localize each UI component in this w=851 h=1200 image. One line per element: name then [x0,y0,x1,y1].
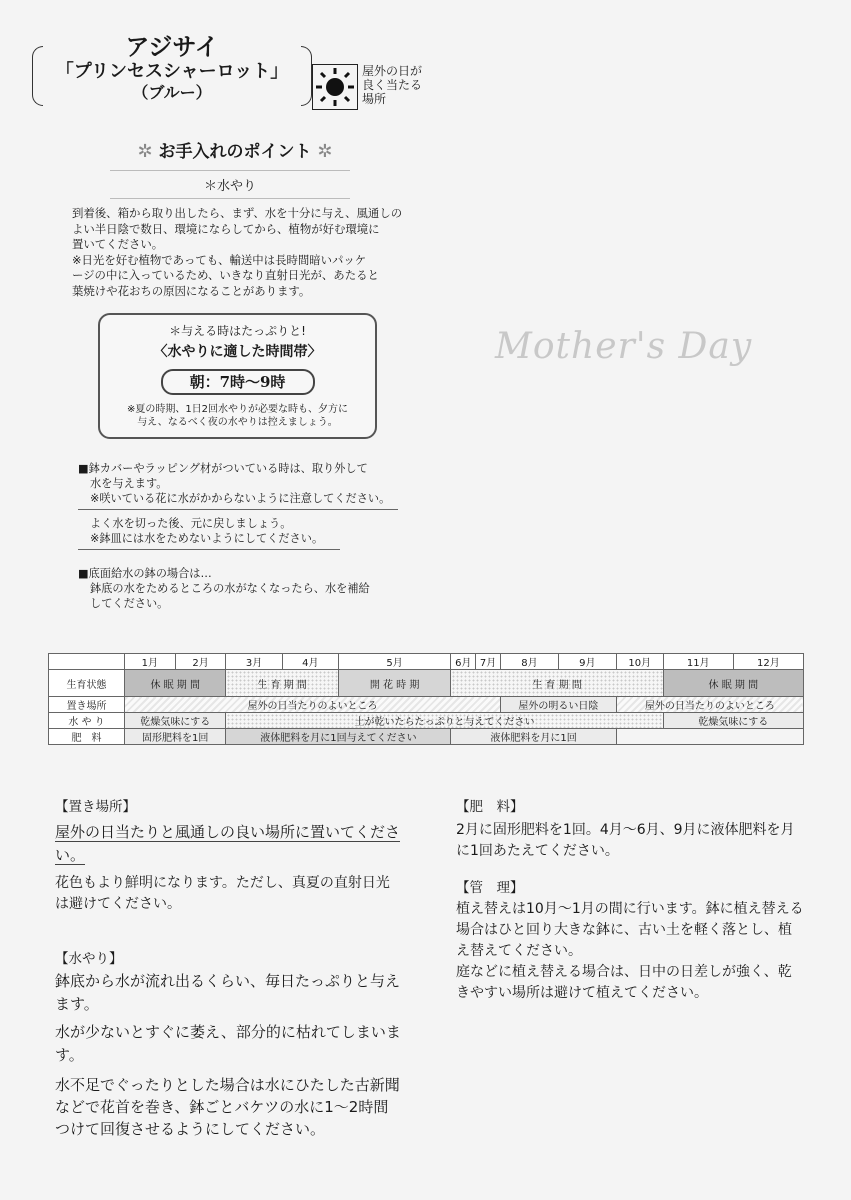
management-section-title: 【管 理】 [456,880,524,896]
note-line: ※咲いている花に水がかからないように注意してください。 [90,492,391,505]
notes-block [78,461,398,611]
calendar-row-label: 置き場所 [49,697,125,713]
placement-lead: 屋外の日当たりと風通しの良い場所に置いてください。 [55,823,401,864]
water-p2: 水が少ないとすぐに萎え、部分的に枯れてしまいます。 [55,1023,401,1064]
watering-subheading: ＊水やり [110,170,350,199]
calendar-row [49,713,804,729]
placement-body: 花色もより鮮明になります。ただし、真夏の直射日光は避けてください。 [55,875,390,912]
fertilizer-body: 2月に固形肥料を1回。4月〜6月、9月に液体肥料を月に1回あたえてください。 [456,822,795,859]
calendar-month: 6月 [451,654,476,670]
calendar-segment: 乾燥気味にする [125,713,226,729]
calendar-segment: 液体肥料を月に1回 [451,729,616,745]
time-box-line1: ＊与える時はたっぷりと! [169,324,306,338]
management-p1: 植え替えは10月〜1月の間に行います。鉢に植え替える場合はひと回り大きな鉢に、古い土を軽く落とし、植え替えてください。 [456,901,804,959]
calendar-segment: 固形肥料を1回 [125,729,226,745]
calendar-row-label: 肥 料 [49,729,125,745]
title-block [32,34,312,114]
water-section-title: 【水やり】 [55,951,123,967]
intro-line: よい半日陰で数日、環境にならしてから、植物が好む環境に [72,221,380,236]
calendar-segment [616,729,803,745]
water-p3: 水不足でぐったりとした場合は水にひたした古新聞などで花首を巻き、鉢ごとバケツの水に1〜2時間つけて回復させるようにしてください。 [55,1076,400,1138]
calendar-segment: 土が乾いたらたっぷりと与えてください [226,713,663,729]
calendar-month: 5月 [338,654,450,670]
care-heading [110,137,360,162]
watering-time-box [98,313,377,439]
calendar-segment: 屋外の明るい日陰 [501,697,617,713]
title-line2: 「プリンセスシャーロット」 [55,61,289,83]
bracket-right [301,46,312,106]
flower-icon: ✲ [137,141,153,162]
calendar-row [49,729,804,745]
sun-icon [312,64,358,110]
flower-icon: ✲ [317,141,333,162]
placement-label-line: 場所 [362,92,387,106]
cover-note [78,461,398,510]
calendar-month: 1月 [125,654,176,670]
intro-line: 葉焼けや花おちの原因になることがあります。 [72,283,311,298]
drain-note [78,516,340,550]
note-line: よく水を切った後、元に戻しましょう。 [90,517,292,530]
calendar-segment: 乾燥気味にする [663,713,803,729]
title-line1: アジサイ [125,32,219,61]
placement-label [362,64,422,106]
note-line: ※鉢皿には水をためないようにしてください。 [90,532,324,545]
calendar-month: 2月 [175,654,226,670]
calendar-month: 8月 [501,654,559,670]
note-line: してください。 [90,597,169,610]
calendar-month: 7月 [476,654,501,670]
note-line: ■底面給水の鉢の場合は… [78,567,212,580]
calendar-month: 11月 [663,654,733,670]
bracket-left [32,46,43,106]
note-line: 与え、なるべく夜の水やりは控えましょう。 [137,417,338,428]
calendar-month: 10月 [616,654,663,670]
calendar-month: 3月 [226,654,282,670]
intro-line: ージの中に入っているため、いきなり直射日光が、あたると [72,268,379,282]
intro-line: 到着後、箱から取り出したら、まず、水を十分に与え、風通しの [72,206,403,220]
calendar-segment: 休 眠 期 間 [125,670,226,697]
calendar-segment: 生 育 期 間 [226,670,338,697]
calendar-row [49,670,804,697]
management-p2: 庭などに植え替える場合は、日中の日差しが強く、乾きやすい場所は避けて植えてください。 [456,964,792,1001]
calendar-row-label: 水 や り [49,713,125,729]
calendar-row-label: 生育状態 [49,670,125,697]
intro-text [72,206,412,299]
calendar-segment: 生 育 期 間 [451,670,663,697]
note-line: ※夏の時期、1日2回水やりが必要な時も、夕方に [126,404,349,415]
right-column [456,797,804,1004]
placement-section-title: 【置き場所】 [55,799,136,815]
water-p1: 鉢底から水が流れ出るくらい、毎日たっぷりと与えます。 [55,972,401,1013]
placement-label-line: 良く当たる [362,78,423,92]
calendar-segment: 開 花 時 期 [338,670,450,697]
time-box-line2: 〈水やりに適した時間帯〉 [153,344,322,360]
calendar-segment: 屋外の日当たりのよいところ [616,697,803,713]
title-line3: （ブルー） [132,83,212,103]
placement-label-line: 屋外の日が [362,64,423,78]
time-box-note [100,403,375,429]
time-pill: 朝：7時〜9時 [161,369,315,395]
bottom-water-note [78,566,398,611]
mothers-day-watermark: Mother's Day [495,326,753,367]
calendar-month: 12月 [733,654,803,670]
left-column [55,797,403,1140]
calendar-segment: 屋外の日当たりのよいところ [125,697,501,713]
fertilizer-section-title: 【肥 料】 [456,799,524,815]
calendar-row [49,697,804,713]
calendar-segment: 液体肥料を月に1回与えてください [226,729,451,745]
note-line: 鉢底の水をためるところの水がなくなったら、水を補給 [90,582,370,595]
intro-line: ※日光を好む植物であっても、輸送中は長時間暗いパッケ [72,252,367,267]
care-heading-text: お手入れのポイント [158,142,312,162]
note-line: 水を与えます。 [90,477,168,490]
note-line: ■鉢カバーやラッピング材がついている時は、取り外して [78,462,368,475]
calendar-corner [49,654,125,670]
calendar-month: 9月 [558,654,616,670]
calendar-month: 4月 [282,654,338,670]
care-calendar [48,653,804,745]
intro-line: 置いてください。 [72,237,164,251]
calendar-segment: 休 眠 期 間 [663,670,803,697]
